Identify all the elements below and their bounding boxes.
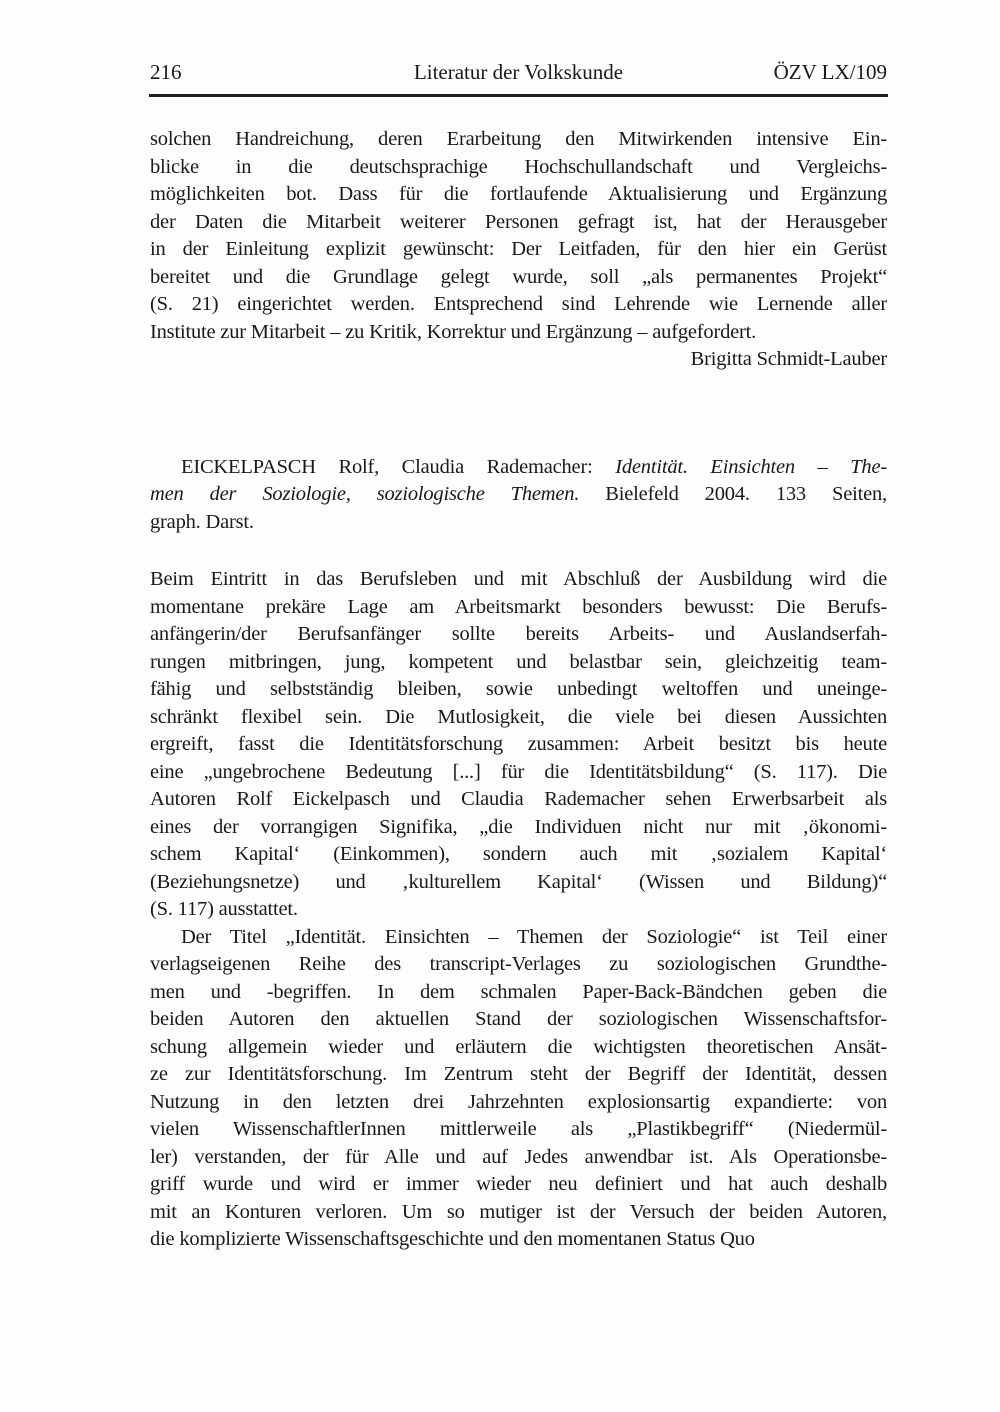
text-line: solchen Handreichung, deren Erarbeitung den Mitwirkenden intensive Ein- — [150, 128, 887, 150]
text-line: ze zur Identitätsforschung. Im Zentrum steht der Begriff der Identität, dessen — [150, 1063, 887, 1085]
text-segment: EICKELPASCH Rolf, Claudia Rademacher: — [181, 455, 616, 478]
text-line: verlagseigenen Reihe des transcript-Verlages zu soziologischen Grundthe- — [150, 953, 887, 975]
text-line: in der Einleitung explizit gewünscht: Der Leitfaden, für den hier ein Gerüst — [150, 238, 887, 260]
text-line — [150, 481, 887, 509]
book-citation — [150, 454, 887, 537]
text-line: momentane prekäre Lage am Arbeitsmarkt besonders bewusst: Die Berufs- — [150, 595, 887, 618]
text-line: (S. 117) ausstattet. — [150, 898, 298, 920]
text-line — [150, 509, 887, 537]
text-line: Autoren Rolf Eickelpasch und Claudia Rademacher sehen Erwerbsarbeit als — [150, 788, 887, 810]
text-line: schem Kapital‘ (Einkommen), sondern auch mit ‚sozialem Kapital‘ — [150, 843, 887, 865]
text-line: schränkt flexibel sein. Die Mutlosigkeit, die viele bei diesen Aussichten — [150, 705, 887, 728]
text-line: (Beziehungsnetze) und ‚kulturellem Kapital‘ (Wissen und Bildung)“ — [150, 870, 887, 893]
text-segment: Bielefeld 2004. 133 Seiten, — [579, 483, 887, 505]
text-line: (S. 21) eingerichtet werden. Entsprechend sind Lehrende wie Lernende aller — [150, 293, 887, 315]
text-line: griff wurde und wird er immer wieder neu definiert und hat auch deshalb — [150, 1173, 887, 1195]
text-line: schung allgemein wieder und erläutern die wichtigsten theoretischen Ansät- — [150, 1035, 887, 1058]
text-line: Der Titel „Identität. Einsichten – Themen der Soziologie“ ist Teil einer — [181, 925, 887, 948]
text-line: Institute zur Mitarbeit – zu Kritik, Korrektur und Ergänzung – aufgefordert. — [150, 320, 757, 343]
text-line: Nutzung in den letzten drei Jahrzehnten explosionsartig expandierte: von — [150, 1090, 887, 1113]
text-segment: graph. Darst. — [150, 510, 254, 533]
text-line: blicke in die deutschsprachige Hochschullandschaft und Vergleichs- — [150, 155, 887, 178]
text-line: vielen WissenschaftlerInnen mittlerweile als „Plastikbegriff“ (Niedermül- — [150, 1118, 887, 1140]
header-rule — [149, 94, 888, 97]
text-line: die komplizierte Wissenschaftsgeschichte und den momentanen Status Quo — [150, 1228, 755, 1250]
text-line: mit an Konturen verloren. Um so mutiger ist der Versuch der beiden Autoren, — [150, 1200, 887, 1223]
review-paragraph-2 — [150, 924, 887, 1254]
running-title: Literatur der Volkskunde — [413, 60, 624, 84]
text-line: rungen mitbringen, jung, kompetent und belastbar sein, gleichzeitig team- — [150, 650, 887, 673]
text-line — [150, 454, 887, 482]
review-paragraph-1 — [150, 566, 887, 924]
text-line: eine „ungebrochene Bedeutung [...] für die Identitätsbildung“ (S. 117). Die — [150, 760, 887, 783]
journal-reference: ÖZV LX/109 — [773, 60, 887, 84]
text-line: ergreift, fasst die Identitätsforschung zusammen: Arbeit besitzt bis heute — [150, 733, 887, 755]
text-line: ler) verstanden, der für Alle und auf Jedes anwendbar ist. Als Operationsbe- — [150, 1145, 887, 1168]
text-line: fähig und selbstständig bleiben, sowie unbedingt weltoffen und uneinge- — [150, 678, 887, 700]
text-line: eines der vorrangigen Signifika, „die Individuen nicht nur mit ‚ökonomi- — [150, 815, 887, 838]
italic-text-segment: Identität. Einsichten – The- — [615, 455, 887, 478]
text-line: men und -begriffen. In dem schmalen Paper-Back-Bändchen geben die — [150, 980, 887, 1003]
page-header — [150, 60, 887, 85]
text-line: beiden Autoren den aktuellen Stand der soziologischen Wissenschaftsfor- — [150, 1008, 887, 1030]
text-line: der Daten die Mitarbeit weiterer Personen gefragt ist, hat der Herausgeber — [150, 210, 887, 233]
text-line: möglichkeiten bot. Dass für die fortlaufende Aktualisierung und Ergänzung — [150, 183, 887, 205]
text-line: bereitet und die Grundlage gelegt wurde, soll „als permanentes Projekt“ — [150, 265, 887, 288]
page-body — [150, 126, 887, 1254]
text-line: Beim Eintritt in das Berufsleben und mit Abschluß der Ausbildung wird die — [150, 568, 887, 590]
page-number: 216 — [150, 60, 182, 84]
reviewer-signature: Brigitta Schmidt-Lauber — [690, 348, 887, 370]
italic-text-segment: men der Soziologie, soziologische Themen. — [150, 483, 580, 505]
text-line: anfängerin/der Berufsanfänger sollte bereits Arbeits- und Auslandserfah- — [150, 623, 887, 645]
previous-review-paragraph — [150, 126, 887, 346]
